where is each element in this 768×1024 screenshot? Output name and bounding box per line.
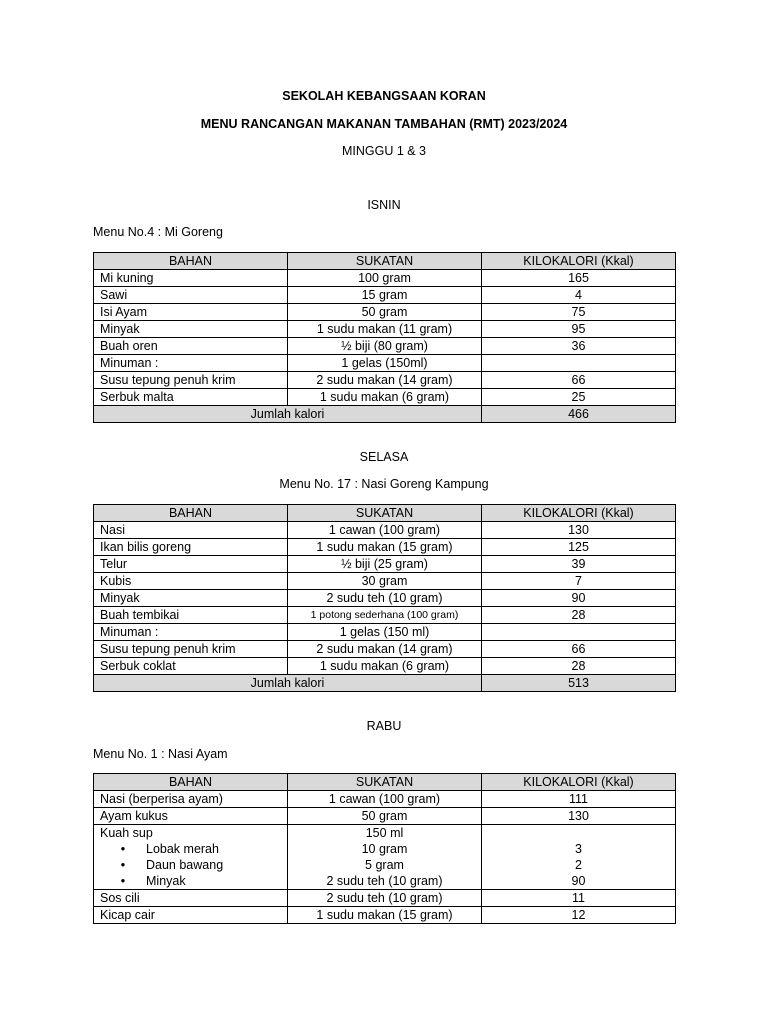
- bullet-icon: •: [120, 873, 126, 888]
- cell-bahan: Sos cili: [94, 890, 288, 907]
- bullet-icon: •: [120, 841, 126, 856]
- cell-kilokalori: 2: [482, 857, 676, 873]
- table-row-soup: [94, 825, 676, 842]
- menu-title-selasa: Menu No. 17 : Nasi Goreng Kampung: [279, 477, 489, 491]
- table-header-row: [94, 505, 676, 522]
- table-row: [94, 590, 676, 607]
- col-header-kilokalori: KILOKALORI (Kkal): [482, 505, 676, 522]
- cell-kilokalori: 75: [482, 304, 676, 321]
- cell-bahan: Susu tepung penuh krim: [94, 641, 288, 658]
- cell-bahan: Buah tembikai: [94, 607, 288, 624]
- col-header-kilokalori: KILOKALORI (Kkal): [482, 774, 676, 791]
- cell-kilokalori: 3: [482, 841, 676, 857]
- cell-kilokalori: 125: [482, 539, 676, 556]
- cell-sukatan: 1 gelas (150ml): [288, 355, 482, 372]
- cell-bahan: Susu tepung penuh krim: [94, 372, 288, 389]
- menu-table-rabu: [93, 773, 676, 924]
- cell-sukatan: ½ biji (25 gram): [288, 556, 482, 573]
- cell-sukatan: 2 sudu teh (10 gram): [288, 590, 482, 607]
- cell-bahan: Telur: [94, 556, 288, 573]
- cell-kilokalori: 90: [482, 873, 676, 890]
- cell-bahan: Serbuk coklat: [94, 658, 288, 675]
- cell-sukatan: 1 sudu makan (15 gram): [288, 539, 482, 556]
- cell-kilokalori: 111: [482, 791, 676, 808]
- table-row-soup-item: [94, 873, 676, 890]
- cell-kilokalori: 11: [482, 890, 676, 907]
- table-row: [94, 573, 676, 590]
- cell-sukatan: 15 gram: [288, 287, 482, 304]
- cell-bahan: Minuman :: [94, 624, 288, 641]
- cell-kilokalori: 28: [482, 658, 676, 675]
- menu-table-isnin: [93, 252, 676, 423]
- cell-kilokalori: [482, 355, 676, 372]
- cell-sukatan: 1 cawan (100 gram): [288, 791, 482, 808]
- table-row: [94, 890, 676, 907]
- cell-sukatan: ½ biji (80 gram): [288, 338, 482, 355]
- table-row: [94, 641, 676, 658]
- soup-item-label: Minyak: [146, 873, 186, 888]
- table-header-row: [94, 253, 676, 270]
- cell-sukatan: 1 sudu makan (11 gram): [288, 321, 482, 338]
- table-row: [94, 270, 676, 287]
- cell-sukatan: 1 potong sederhana (100 gram): [288, 607, 482, 624]
- cell-sukatan: 1 sudu makan (15 gram): [288, 907, 482, 924]
- cell-sukatan: 30 gram: [288, 573, 482, 590]
- school-name: SEKOLAH KEBANGSAAN KORAN: [282, 89, 486, 103]
- cell-bahan: Buah oren: [94, 338, 288, 355]
- cell-sukatan: 100 gram: [288, 270, 482, 287]
- cell-sukatan: 5 gram: [288, 857, 482, 873]
- cell-sukatan: 10 gram: [288, 841, 482, 857]
- bullet-icon: •: [120, 857, 126, 872]
- cell-sukatan: 1 sudu makan (6 gram): [288, 658, 482, 675]
- cell-bahan: Minuman :: [94, 355, 288, 372]
- cell-bahan: Nasi: [94, 522, 288, 539]
- menu-title-isnin: Menu No.4 : Mi Goreng: [93, 225, 223, 239]
- total-label: Jumlah kalori: [94, 675, 482, 692]
- table-row-soup-item: [94, 857, 676, 873]
- table-row: [94, 372, 676, 389]
- cell-bahan: Mi kuning: [94, 270, 288, 287]
- total-value: 466: [482, 406, 676, 423]
- soup-item-label: Daun bawang: [146, 857, 224, 872]
- table-row: [94, 539, 676, 556]
- cell-kilokalori: 4: [482, 287, 676, 304]
- cell-sukatan: 150 ml: [288, 825, 482, 842]
- col-header-sukatan: SUKATAN: [288, 774, 482, 791]
- table-row: [94, 907, 676, 924]
- cell-bahan: Kubis: [94, 573, 288, 590]
- cell-bahan: Serbuk malta: [94, 389, 288, 406]
- table-row: [94, 556, 676, 573]
- cell-bahan: [94, 857, 288, 873]
- table-row: [94, 304, 676, 321]
- cell-bahan: Minyak: [94, 590, 288, 607]
- cell-kilokalori: 90: [482, 590, 676, 607]
- day-heading-isnin: ISNIN: [367, 198, 401, 212]
- total-label: Jumlah kalori: [94, 406, 482, 423]
- cell-kilokalori: 36: [482, 338, 676, 355]
- menu-table-selasa: [93, 504, 676, 692]
- cell-kilokalori: 66: [482, 372, 676, 389]
- cell-kilokalori: [482, 825, 676, 842]
- cell-sukatan: 50 gram: [288, 808, 482, 825]
- cell-bahan: Sawi: [94, 287, 288, 304]
- document-title: MENU RANCANGAN MAKANAN TAMBAHAN (RMT) 2023/2024: [200, 117, 568, 131]
- cell-sukatan: 1 gelas (150 ml): [288, 624, 482, 641]
- table-row: [94, 338, 676, 355]
- week-label: MINGGU 1 & 3: [341, 144, 427, 158]
- table-row: [94, 522, 676, 539]
- day-heading-rabu: RABU: [366, 719, 402, 733]
- cell-bahan: [94, 873, 288, 890]
- table-row: [94, 658, 676, 675]
- cell-sukatan: 1 sudu makan (6 gram): [288, 389, 482, 406]
- table-row: [94, 389, 676, 406]
- col-header-sukatan: SUKATAN: [288, 505, 482, 522]
- col-header-bahan: BAHAN: [94, 505, 288, 522]
- cell-bahan: Minyak: [94, 321, 288, 338]
- col-header-sukatan: SUKATAN: [288, 253, 482, 270]
- table-row-soup-item: [94, 841, 676, 857]
- cell-bahan: Ikan bilis goreng: [94, 539, 288, 556]
- cell-sukatan: 2 sudu teh (10 gram): [288, 873, 482, 890]
- table-row: [94, 808, 676, 825]
- cell-sukatan: 2 sudu makan (14 gram): [288, 641, 482, 658]
- cell-sukatan: 2 sudu teh (10 gram): [288, 890, 482, 907]
- total-value: 513: [482, 675, 676, 692]
- total-row: [94, 675, 676, 692]
- day-heading-selasa: SELASA: [359, 450, 409, 464]
- cell-kilokalori: 130: [482, 808, 676, 825]
- col-header-bahan: BAHAN: [94, 774, 288, 791]
- cell-kilokalori: 12: [482, 907, 676, 924]
- cell-sukatan: 50 gram: [288, 304, 482, 321]
- soup-item-label: Lobak merah: [146, 841, 219, 856]
- cell-kilokalori: 66: [482, 641, 676, 658]
- cell-bahan: Isi Ayam: [94, 304, 288, 321]
- cell-kilokalori: [482, 624, 676, 641]
- menu-title-rabu: Menu No. 1 : Nasi Ayam: [93, 747, 228, 761]
- cell-sukatan: 1 cawan (100 gram): [288, 522, 482, 539]
- table-row: [94, 355, 676, 372]
- cell-bahan: Kicap cair: [94, 907, 288, 924]
- cell-bahan: [94, 841, 288, 857]
- col-header-kilokalori: KILOKALORI (Kkal): [482, 253, 676, 270]
- cell-kilokalori: 39: [482, 556, 676, 573]
- table-row: [94, 287, 676, 304]
- table-header-row: [94, 774, 676, 791]
- cell-kilokalori: 25: [482, 389, 676, 406]
- cell-kilokalori: 28: [482, 607, 676, 624]
- cell-kilokalori: 130: [482, 522, 676, 539]
- cell-sukatan: 2 sudu makan (14 gram): [288, 372, 482, 389]
- cell-kilokalori: 165: [482, 270, 676, 287]
- cell-bahan: Ayam kukus: [94, 808, 288, 825]
- table-row: [94, 607, 676, 624]
- cell-bahan: Nasi (berperisa ayam): [94, 791, 288, 808]
- total-row: [94, 406, 676, 423]
- table-row: [94, 791, 676, 808]
- cell-kilokalori: 95: [482, 321, 676, 338]
- table-row: [94, 624, 676, 641]
- cell-kilokalori: 7: [482, 573, 676, 590]
- col-header-bahan: BAHAN: [94, 253, 288, 270]
- table-row: [94, 321, 676, 338]
- cell-bahan: Kuah sup: [94, 825, 288, 842]
